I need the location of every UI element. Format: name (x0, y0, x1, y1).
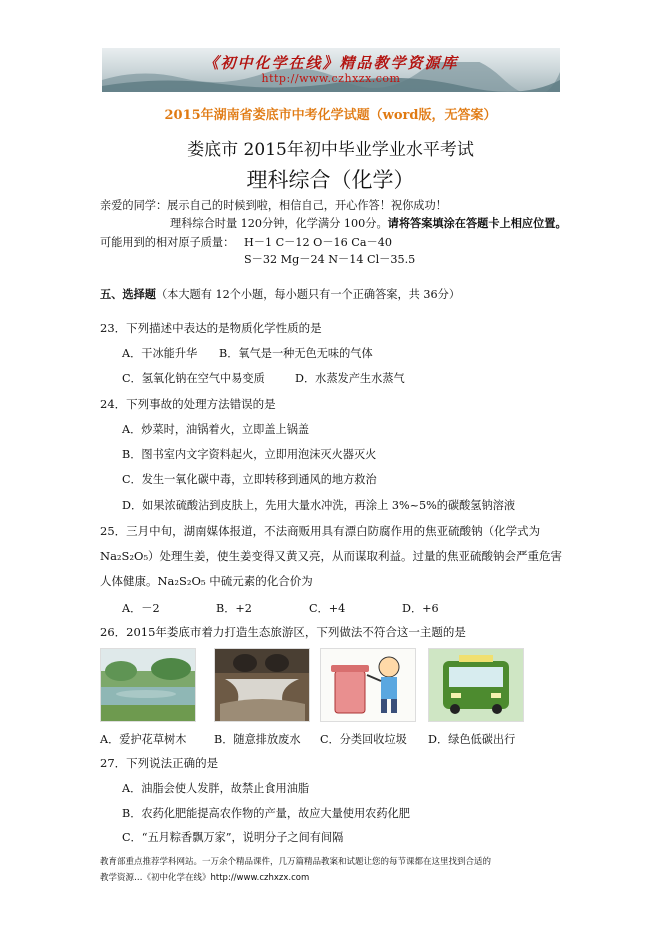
question-25-option-d: D．+6 (402, 602, 439, 615)
wastewater-discharge-image (214, 648, 310, 722)
question-24-option-b: B．图书室内文字资料起火，立即用泡沫灭火器灭火 (122, 448, 377, 461)
banner-title: 《初中化学在线》精品教学资源库 (203, 54, 459, 72)
exam-title: 娄底市 2015年初中毕业学业水平考试 (187, 140, 474, 160)
question-26-option-d: D．绿色低碳出行 (428, 733, 516, 746)
section-title: 五、选择题 (100, 287, 156, 301)
question-23-option-a: A．干冰能升华 (122, 347, 198, 360)
question-27-option-a: A．油脂会使人发胖，故禁止食用油脂 (122, 782, 310, 795)
question-27-option-c: C．“五月粽香飘万家”，说明分子之间有间隔 (122, 831, 344, 844)
atomic-mass-row-1: H－1 C－12 O－16 Ca－40 (244, 236, 392, 249)
question-26-option-c: C．分类回收垃圾 (320, 733, 407, 746)
question-24-option-d: D．如果浓硫酸沾到皮肤上，先用大量水冲洗，再涂上 3%~5%的碳酸氢钠溶液 (122, 499, 516, 512)
question-23-option-b: B．氧气是一种无色无味的气体 (219, 347, 373, 360)
question-24-option-c: C．发生一氧化碳中毒，立即转移到通风的地方救治 (122, 473, 377, 486)
question-23-stem: 23．下列描述中表达的是物质化学性质的是 (100, 321, 322, 335)
park-scenery-image (100, 648, 196, 722)
atomic-mass-label: 可能用到的相对原子质量： (100, 236, 235, 249)
question-25-option-b: B．+2 (216, 602, 252, 615)
question-25-option-a: A．－2 (122, 602, 160, 615)
question-23-option-d: D．水蒸发产生水蒸气 (295, 372, 405, 385)
question-24-stem: 24．下列事故的处理方法错误的是 (100, 397, 276, 411)
question-26-option-a: A．爱护花草树木 (100, 733, 187, 746)
question-27-stem: 27．下列说法正确的是 (100, 756, 219, 770)
document-title: 2015年湖南省娄底市中考化学试题（word版，无答案） (164, 108, 497, 123)
intro-answer-instruction: 请将答案填涂在答题卡上相应位置。 (387, 216, 567, 230)
footer-line-2[interactable]: 教学资源…《初中化学在线》http://www.czhxzx.com (100, 873, 310, 883)
question-27-option-b: B．农药化肥能提高农作物的产量，故应大量使用农药化肥 (122, 807, 410, 820)
atomic-mass-row-2: S－32 Mg－24 N－14 Cl－35.5 (244, 253, 416, 266)
section-description: （本大题有 12个小题，每小题只有一个正确答案，共 36分） (155, 288, 461, 301)
banner-url[interactable]: http://www.czhxzx.com (261, 72, 401, 85)
intro-time-note (170, 215, 567, 231)
question-25-stem-line-2: Na₂S₂O₅）处理生姜，使生姜变得又黄又亮，从而谋取利益。过量的焦亚硫酸钠会严重危害 (100, 549, 563, 563)
question-23-option-c: C．氢氧化钠在空气中易变质 (122, 372, 265, 385)
question-24-option-a: A．炒菜时，油锅着火，立即盖上锅盖 (122, 423, 310, 436)
question-25-option-c: C．+4 (309, 602, 346, 615)
question-25-stem-line-1: 25．三月中旬，湖南媒体报道，不法商贩用具有漂白防腐作用的焦亚硫酸钠（化学式为 (100, 524, 541, 538)
green-bus-image (428, 648, 524, 722)
intro-greeting: 亲爱的同学：展示自己的时候到啦，相信自己，开心作答！祝你成功！ (100, 199, 447, 212)
footer-line-1: 教育部重点推荐学科网站。一万余个精品课件，几万篇精品教案和试题让您的每节课都在这里找到合适的 (100, 857, 492, 867)
header-banner (102, 48, 560, 92)
garbage-sorting-cartoon-image (320, 648, 416, 722)
question-26-stem: 26．2015年娄底市着力打造生态旅游区，下列做法不符合这一主题的是 (100, 625, 466, 639)
question-26-option-b: B．随意排放废水 (214, 733, 301, 746)
subject-title: 理科综合（化学） (246, 168, 415, 192)
intro-time-plain: 理科综合时量 120分钟，化学满分 100分。 (170, 217, 388, 230)
section-heading (100, 286, 460, 302)
question-25-stem-line-3: 人体健康。Na₂S₂O₅ 中硫元素的化合价为 (100, 574, 313, 588)
